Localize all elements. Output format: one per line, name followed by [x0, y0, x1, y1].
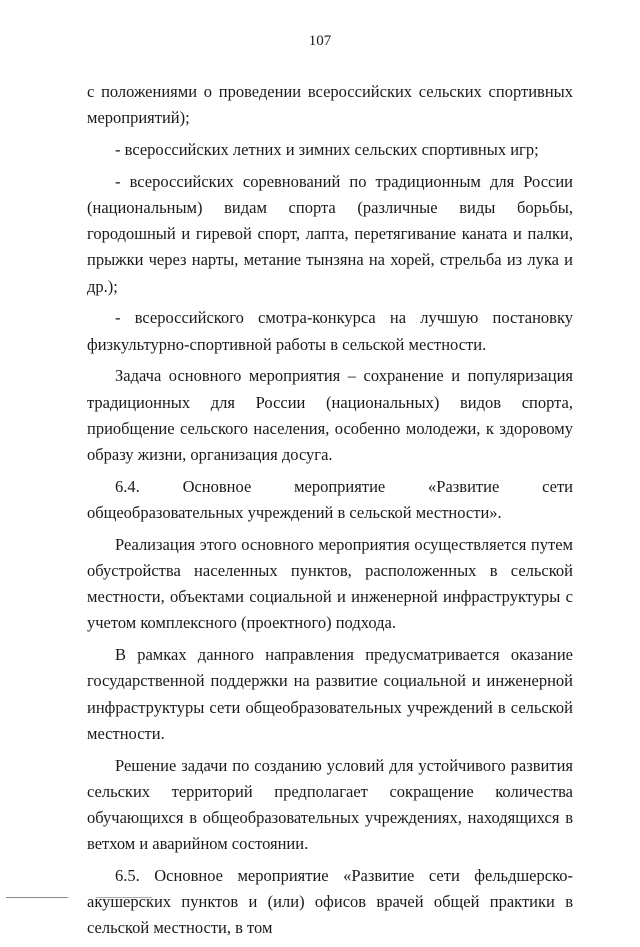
- paragraph-1: с положениями о проведении всероссийских сельских спортивных мероприятий);: [87, 82, 573, 128]
- page-number: 107: [308, 33, 332, 49]
- footer-rule: [6, 897, 68, 898]
- document-body: [87, 79, 573, 947]
- paragraph-state-support: В рамках данного направления предусматривается оказание государственной поддержки на развитие социальной и инженерной инфраструктуры сети общеобразовательных учреждений в сельской местности.: [87, 645, 573, 743]
- paragraph-solution: Решение задачи по созданию условий для устойчивого развития сельских территорий предполагает сокращение количества обучающихся в общеобразовательных учреждениях, находящихся в ветхом и аварийном состоянии.: [87, 755, 573, 854]
- section-heading-6-5: 6.5. Основное мероприятие «Развитие сети фельдшерско-акушерских пунктов и (или) офисов врачей общей практики в сельской местности, в том: [87, 866, 573, 938]
- list-item-traditional-sports: - всероссийских соревнований по традиционным для России (национальным) видам спорта (различные виды борьбы, городошный и гиревой спорт, лапта, перетягивание каната и палки, прыжки через нарты, метание тынзяна на хорей, стрельба из лука и др.);: [87, 171, 573, 296]
- list-item-summer-winter-games: - всероссийских летних и зимних сельских спортивных игр;: [115, 140, 539, 159]
- paragraph-task: Задача основного мероприятия – сохранение и популяризация традиционных для России (национальных) видов спорта, приобщение сельского населения, особенно молодежи, к здоровому образу жизни, организация досуга.: [87, 366, 573, 465]
- paragraph-implementation: Реализация этого основного мероприятия осуществляется путем обустройства населенных пунктов, расположенных в сельской местности, объектами социальной и инженерной инфраструктуры с учетом комплексного (проектного) подхода.: [87, 534, 573, 633]
- section-heading-6-4: 6.4. Основное мероприятие «Развитие сети общеобразовательных учреждений в сельской местности».: [87, 476, 573, 523]
- footer-rule-secondary: [96, 897, 152, 898]
- list-item-review-contest: - всероссийского смотра-конкурса на лучшую постановку физкультурно-спортивной работы в сельской местности.: [87, 308, 573, 354]
